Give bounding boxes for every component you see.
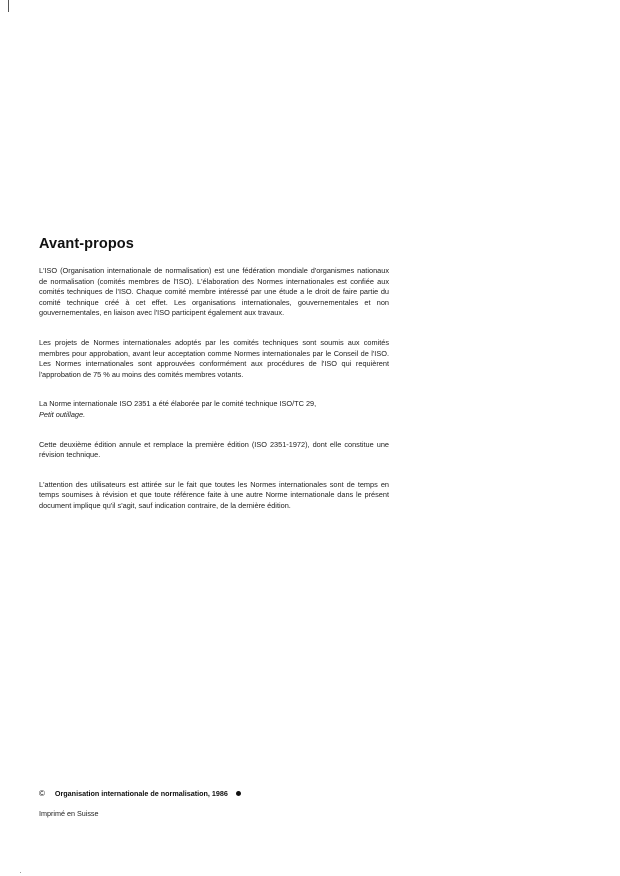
foreword-body [39, 266, 389, 531]
paragraph-revision-notice: L'attention des utilisateurs est attirée sur le fait que toutes les Normes internationales sont de temps en temps soumises à révision et que toute référence faite à une autre Norme internationale dans le présent document implique qu'il s'agit, sauf indication contraire, de la dernière édition. [39, 479, 389, 510]
paragraph-edition: Cette deuxième édition annule et remplace la première édition (ISO 2351-1972), dont elle constitue une révision technique. [39, 439, 389, 460]
copyright-text: Organisation internationale de normalisation, 1986 [54, 789, 228, 798]
committee-title: Petit outillage. [39, 409, 86, 419]
copyright-symbol: © [39, 789, 45, 798]
paragraph-iso-intro: L'ISO (Organisation internationale de normalisation) est une fédération mondiale d'organismes nationaux de normalisation (comités membres de l'ISO). L'élaboration des Normes internationales est confiée aux comités techniques de l'ISO. Chaque comité membre intéressé par une étude a le droit de faire partie du comité technique créé à cet effet. Les organisations internationales, gouvernementales et non gouvernementales, en liaison avec l'ISO participent également aux travaux. [39, 266, 389, 318]
scan-speck [20, 872, 21, 873]
paragraph-approval: Les projets de Normes internationales adoptés par les comités techniques sont soumis aux comités membres pour approbation, avant leur acceptation comme Normes internationales par le Conseil de l'ISO. Les Normes internationales sont approuvées conformément aux procédures de l'ISO qui requièrent l'approbation de 75 % au moins des comités membres votants. [39, 337, 389, 379]
paragraph-preparation [39, 399, 389, 420]
printed-in: Imprimé en Suisse [39, 809, 99, 818]
page-heading: Avant-propos [39, 236, 134, 252]
page-edge-mark [8, 0, 9, 12]
copyright-line [39, 789, 241, 798]
bullet-dot-icon [236, 791, 241, 796]
preparation-text: La Norme internationale ISO 2351 a été élaborée par le comité technique ISO/TC 29, [39, 399, 317, 409]
